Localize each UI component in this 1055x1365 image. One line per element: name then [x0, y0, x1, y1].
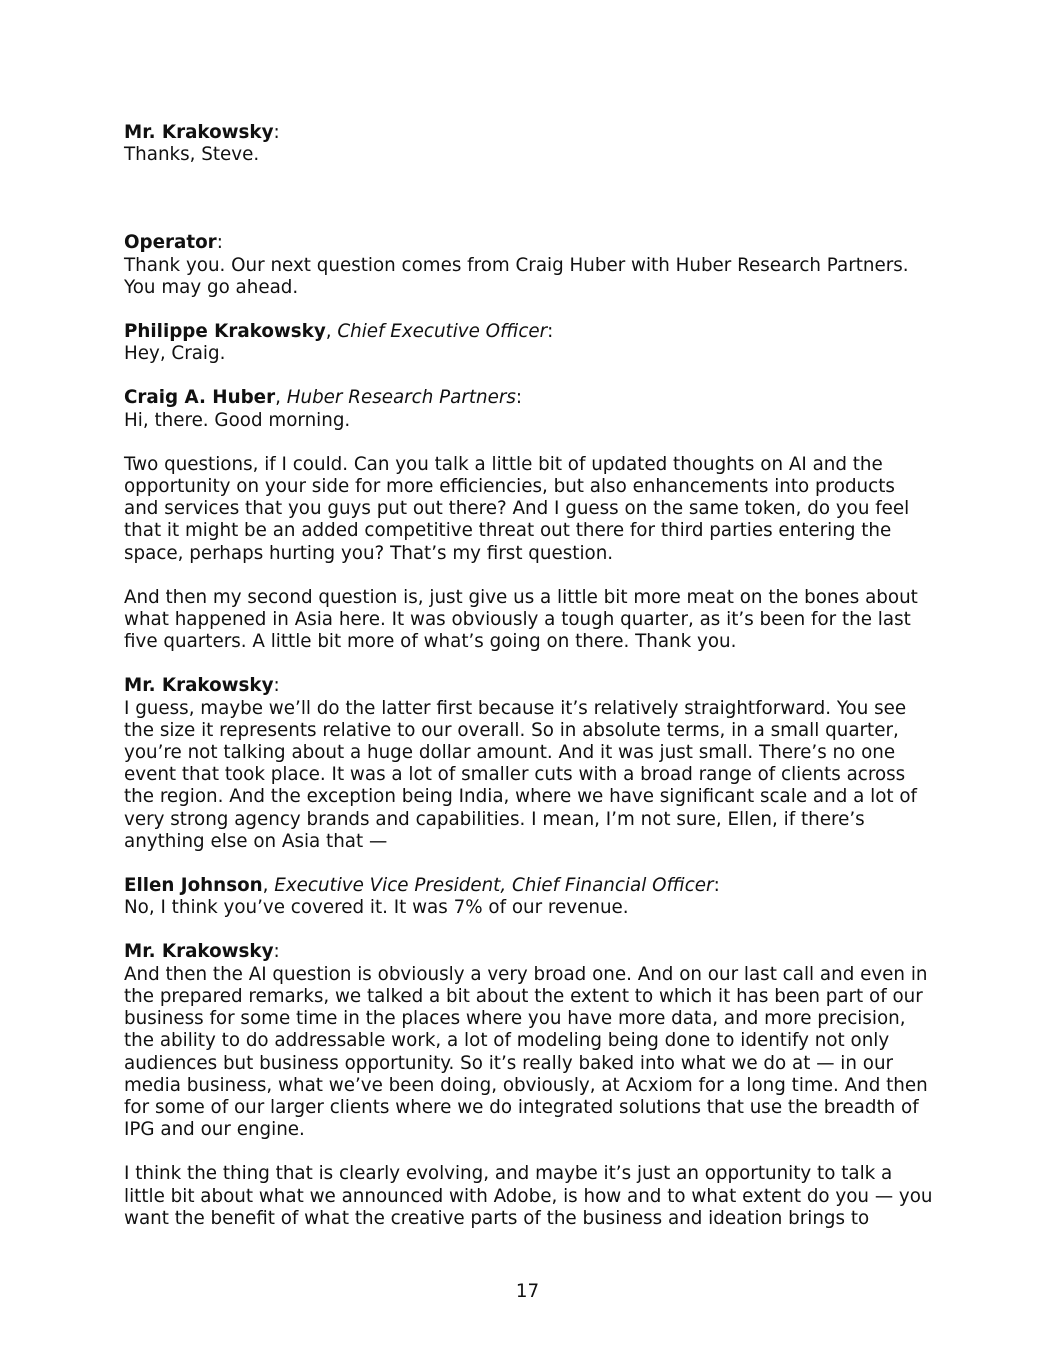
transcript-block [124, 941, 934, 1229]
paragraph: I think the thing that is clearly evolving, and maybe it’s just an opportunity to talk a little bit about what we announced with Adobe, is how and to what extent do you — you want the benefit of what the creative parts of the business and ideation brings to [124, 1163, 933, 1229]
speaker-name: Mr. Krakowsky [124, 941, 274, 963]
paragraph: And then my second question is, just give us a little bit more meat on the bones about what happened in Asia here. It was obviously a tough quarter, as it’s been for the last five quarters. A little bit more of what’s going on there. Thank you. [124, 586, 918, 653]
speaker-title: Chief Executive Officer [337, 321, 548, 343]
speaker-line: Mr. Krakowsky: [124, 941, 280, 963]
paragraph: Hi, there. Good morning. [124, 409, 351, 431]
speaker-line: Philippe Krakowsky, Chief Executive Officer: [124, 321, 554, 343]
paragraph: No, I think you’ve covered it. It was 7% of our revenue. [124, 897, 629, 919]
transcript-page [124, 122, 934, 1252]
speaker-name: Craig A. Huber [124, 387, 276, 409]
speaker-line: Craig A. Huber, Huber Research Partners: [124, 387, 523, 409]
speaker-name: Philippe Krakowsky [124, 321, 326, 343]
speaker-line: Operator: [124, 232, 223, 254]
paragraph: And then the AI question is obviously a very broad one. And on our last call and even in the prepared remarks, we talked a bit about the extent to which it has been part of our business for some time in the places where you have more data, and more precision, the ability to do addressable work, a lot of modeling being done to identify not only audiences but business opportunity. So it’s really baked into what we do at — in our media business, what we’ve been doing, obviously, at Acxiom for a long time. And then for some of our larger clients where we do integrated solutions that use the breadth of IPG and our engine. [124, 963, 928, 1141]
paragraph: Thanks, Steve. [124, 144, 260, 166]
paragraph: Thank you. Our next question comes from Craig Huber with Huber Research Partners. You may go ahead. [124, 254, 909, 298]
speaker-name: Mr. Krakowsky [124, 675, 274, 697]
page-number: 17 [515, 1281, 540, 1302]
paragraph: Two questions, if I could. Can you talk a little bit of updated thoughts on AI and the opportunity on your side for more efficiencies, but also enhancements into products and services that you guys put out there? And I guess on the same token, do you feel that it might be an added competitive threat out there for third parties entering the space, perhaps hurting you? That’s my first question. [124, 453, 910, 564]
transcript-block [124, 387, 934, 653]
speaker-line: Mr. Krakowsky: [124, 122, 280, 143]
speaker-name: Mr. Krakowsky [124, 122, 274, 143]
paragraph: Hey, Craig. [124, 343, 226, 365]
speaker-title: Executive Vice President, Chief Financial Officer [274, 875, 714, 897]
transcript-block [124, 675, 934, 853]
speaker-name: Ellen Johnson [124, 875, 263, 897]
paragraph: I guess, maybe we’ll do the latter first because it’s relatively straightforward. You see the size it represents relative to our overall. So in absolute terms, in a small quarter, you’re not talking about a huge dollar amount. And it was just small. There’s no one event that took place. It was a lot of smaller cuts with a broad range of clients across the region. And the exception being India, where we have significant scale and a lot of very strong agency brands and capabilities. I mean, I’m not sure, Ellen, if there’s anything else on Asia that — [124, 697, 917, 852]
transcript-block [124, 321, 934, 365]
speaker-line: Ellen Johnson, Executive Vice President, Chief Financial Officer: [124, 875, 720, 897]
speaker-line: Mr. Krakowsky: [124, 675, 280, 697]
transcript-block [124, 875, 934, 919]
speaker-name: Operator [124, 232, 217, 254]
transcript-block [124, 232, 934, 299]
transcript-block [124, 122, 934, 166]
speaker-title: Huber Research Partners [286, 387, 516, 409]
